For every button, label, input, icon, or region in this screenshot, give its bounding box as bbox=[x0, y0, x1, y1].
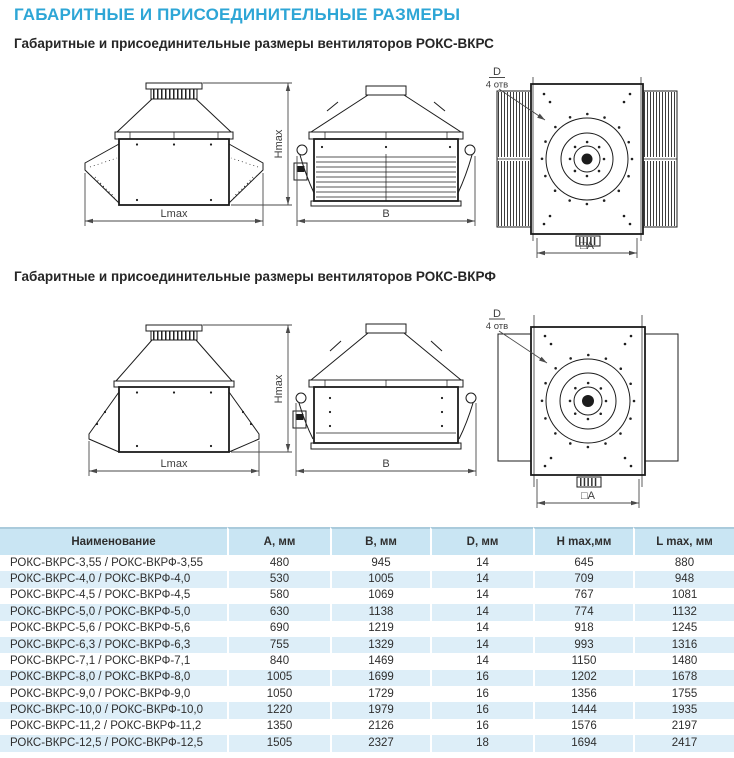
vkrs-front-view bbox=[85, 83, 263, 205]
header-hmax: H max,мм bbox=[533, 527, 633, 555]
value-cell: 1469 bbox=[330, 653, 430, 669]
value-cell: 14 bbox=[430, 653, 533, 669]
dim-label-a-vkrs: □A bbox=[580, 240, 594, 252]
value-cell: 880 bbox=[633, 555, 734, 571]
dim-label-b-vkrs: B bbox=[382, 208, 390, 220]
table-row bbox=[0, 719, 734, 735]
table-row bbox=[0, 735, 734, 751]
value-cell: 1202 bbox=[533, 670, 633, 686]
dim-label-hmax-vkrs: Hmax bbox=[273, 129, 285, 159]
value-cell: 1694 bbox=[533, 735, 633, 751]
value-cell: 1699 bbox=[330, 670, 430, 686]
header-a: A, мм bbox=[227, 527, 330, 555]
table-row bbox=[0, 588, 734, 604]
value-cell: 16 bbox=[430, 686, 533, 702]
table-row bbox=[0, 621, 734, 637]
table-row bbox=[0, 604, 734, 620]
value-cell: 14 bbox=[430, 555, 533, 571]
value-cell: 18 bbox=[430, 735, 533, 751]
value-cell: 16 bbox=[430, 670, 533, 686]
table-header-row bbox=[0, 527, 734, 555]
value-cell: 1005 bbox=[227, 670, 330, 686]
table-row bbox=[0, 653, 734, 669]
table-row bbox=[0, 637, 734, 653]
value-cell: 2327 bbox=[330, 735, 430, 751]
value-cell: 2126 bbox=[330, 719, 430, 735]
drawings-vkrf bbox=[0, 295, 734, 520]
value-cell: 14 bbox=[430, 588, 533, 604]
value-cell: 1329 bbox=[330, 637, 430, 653]
value-cell: 1220 bbox=[227, 702, 330, 718]
value-cell: 630 bbox=[227, 604, 330, 620]
value-cell: 645 bbox=[533, 555, 633, 571]
value-cell: 774 bbox=[533, 604, 633, 620]
dim-label-d-vkrf: D bbox=[493, 308, 501, 320]
table-row bbox=[0, 571, 734, 587]
value-cell: 14 bbox=[430, 637, 533, 653]
header-b: B, мм bbox=[330, 527, 430, 555]
row-name-cell: РОКС-ВКРС-5,6 / РОКС-ВКРФ-5,6 bbox=[0, 621, 227, 637]
value-cell: 1480 bbox=[633, 653, 734, 669]
value-cell: 1356 bbox=[533, 686, 633, 702]
drawings-vkrs bbox=[0, 60, 734, 265]
row-name-cell: РОКС-ВКРС-3,55 / РОКС-ВКРФ-3,55 bbox=[0, 555, 227, 571]
value-cell: 1979 bbox=[330, 702, 430, 718]
value-cell: 1350 bbox=[227, 719, 330, 735]
dim-label-hmax-vkrf: Hmax bbox=[273, 374, 285, 404]
dimensions-table bbox=[0, 527, 734, 752]
value-cell: 755 bbox=[227, 637, 330, 653]
dim-label-holes-vkrf: 4 отв bbox=[485, 321, 509, 332]
value-cell: 1755 bbox=[633, 686, 734, 702]
page-title: ГАБАРИТНЫЕ И ПРИСОЕДИНИТЕЛЬНЫЕ РАЗМЕРЫ bbox=[14, 5, 461, 24]
value-cell: 1245 bbox=[633, 621, 734, 637]
value-cell: 1132 bbox=[633, 604, 734, 620]
value-cell: 1005 bbox=[330, 571, 430, 587]
value-cell: 14 bbox=[430, 571, 533, 587]
header-name: Наименование bbox=[0, 527, 227, 555]
table-row bbox=[0, 702, 734, 718]
value-cell: 1576 bbox=[533, 719, 633, 735]
row-name-cell: РОКС-ВКРС-12,5 / РОКС-ВКРФ-12,5 bbox=[0, 735, 227, 751]
table-row bbox=[0, 686, 734, 702]
vkrf-top-view bbox=[498, 315, 678, 487]
section-title-vkrf: Габаритные и присоединительные размеры вентиляторов РОКС-ВКРФ bbox=[14, 269, 496, 284]
dim-label-lmax-vkrs: Lmax bbox=[160, 208, 188, 220]
value-cell: 1081 bbox=[633, 588, 734, 604]
value-cell: 1150 bbox=[533, 653, 633, 669]
value-cell: 709 bbox=[533, 571, 633, 587]
row-name-cell: РОКС-ВКРС-6,3 / РОКС-ВКРФ-6,3 bbox=[0, 637, 227, 653]
row-name-cell: РОКС-ВКРС-4,5 / РОКС-ВКРФ-4,5 bbox=[0, 588, 227, 604]
dim-label-a-vkrf: □A bbox=[581, 490, 595, 502]
dim-label-d-vkrs: D bbox=[493, 66, 501, 78]
value-cell: 1935 bbox=[633, 702, 734, 718]
value-cell: 480 bbox=[227, 555, 330, 571]
row-name-cell: РОКС-ВКРС-11,2 / РОКС-ВКРФ-11,2 bbox=[0, 719, 227, 735]
value-cell: 840 bbox=[227, 653, 330, 669]
value-cell: 14 bbox=[430, 604, 533, 620]
value-cell: 1678 bbox=[633, 670, 734, 686]
value-cell: 580 bbox=[227, 588, 330, 604]
value-cell: 1444 bbox=[533, 702, 633, 718]
value-cell: 1138 bbox=[330, 604, 430, 620]
row-name-cell: РОКС-ВКРС-10,0 / РОКС-ВКРФ-10,0 bbox=[0, 702, 227, 718]
value-cell: 1729 bbox=[330, 686, 430, 702]
value-cell: 948 bbox=[633, 571, 734, 587]
value-cell: 2197 bbox=[633, 719, 734, 735]
value-cell: 14 bbox=[430, 621, 533, 637]
value-cell: 1069 bbox=[330, 588, 430, 604]
row-name-cell: РОКС-ВКРС-5,0 / РОКС-ВКРФ-5,0 bbox=[0, 604, 227, 620]
value-cell: 16 bbox=[430, 702, 533, 718]
value-cell: 530 bbox=[227, 571, 330, 587]
value-cell: 1505 bbox=[227, 735, 330, 751]
value-cell: 690 bbox=[227, 621, 330, 637]
vkrf-front-view bbox=[89, 325, 259, 452]
row-name-cell: РОКС-ВКРС-8,0 / РОКС-ВКРФ-8,0 bbox=[0, 670, 227, 686]
value-cell: 767 bbox=[533, 588, 633, 604]
table-row bbox=[0, 670, 734, 686]
value-cell: 918 bbox=[533, 621, 633, 637]
vkrf-side-view bbox=[293, 324, 476, 449]
value-cell: 16 bbox=[430, 719, 533, 735]
header-d: D, мм bbox=[430, 527, 533, 555]
section-title-vkrs: Габаритные и присоединительные размеры вентиляторов РОКС-ВКРС bbox=[14, 36, 494, 51]
vkrf-top-dimensions bbox=[489, 319, 639, 508]
value-cell: 945 bbox=[330, 555, 430, 571]
dim-label-lmax-vkrf: Lmax bbox=[160, 458, 188, 470]
value-cell: 2417 bbox=[633, 735, 734, 751]
dim-label-b-vkrf: B bbox=[382, 458, 390, 470]
row-name-cell: РОКС-ВКРС-4,0 / РОКС-ВКРФ-4,0 bbox=[0, 571, 227, 587]
value-cell: 1050 bbox=[227, 686, 330, 702]
value-cell: 1219 bbox=[330, 621, 430, 637]
header-lmax: L max, мм bbox=[633, 527, 734, 555]
row-name-cell: РОКС-ВКРС-9,0 / РОКС-ВКРФ-9,0 bbox=[0, 686, 227, 702]
vkrs-top-view bbox=[497, 77, 677, 246]
row-name-cell: РОКС-ВКРС-7,1 / РОКС-ВКРФ-7,1 bbox=[0, 653, 227, 669]
table-row bbox=[0, 555, 734, 571]
vkrs-side-view bbox=[294, 86, 475, 206]
value-cell: 1316 bbox=[633, 637, 734, 653]
value-cell: 993 bbox=[533, 637, 633, 653]
dim-label-holes-vkrs: 4 отв bbox=[485, 79, 509, 91]
